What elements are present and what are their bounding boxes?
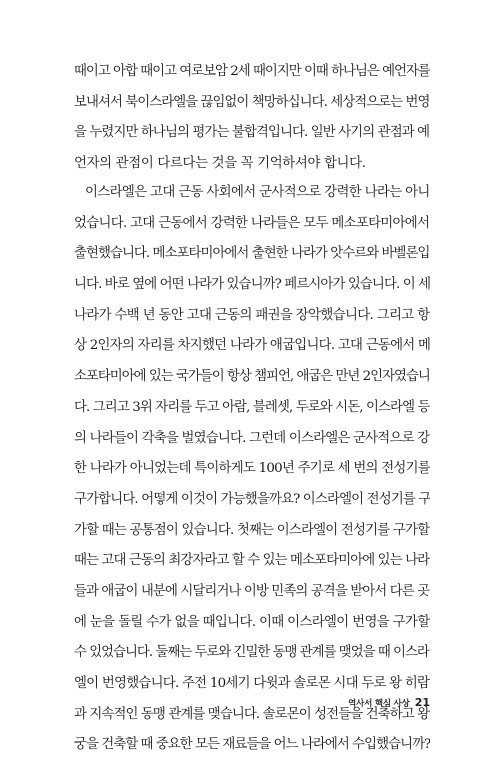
- text-line: 에 눈을 돌릴 수가 없을 때입니다. 이때 이스라엘이 번영을 구가할: [74, 614, 430, 630]
- paragraph-1: [74, 57, 430, 180]
- text-line: 한 나라가 아니었는데 특이하게도 100년 주기로 세 번의 전성기를: [74, 461, 430, 477]
- text-line: 출현했습니다. 메소포타미아에서 출현한 나라가 앗수르와 바벨론입: [74, 246, 430, 262]
- text-line: 소포타미아에 있는 국가들이 항상 챔피언, 애굽은 만년 2인자였습니: [74, 369, 430, 385]
- text-line: 언자의 관점이 다르다는 것을 꼭 기억하셔야 합니다.: [74, 156, 366, 172]
- text-line: 가할 때는 공통점이 있습니다. 첫째는 이스라엘이 전성기를 구가할: [74, 522, 430, 538]
- text-line: 었습니다. 고대 근동에서 강력한 나라들은 모두 메소포타미아에서: [74, 215, 430, 231]
- running-footer-title: 역사서 핵심 사상: [348, 699, 410, 709]
- text-line: 과 지속적인 동맹 관계를 맺습니다. 솔로몬이 성전들을 건축하고 왕: [74, 706, 430, 722]
- text-line: 니다. 바로 옆에 어떤 나라가 있습니까? 페르시아가 있습니다. 이 세: [74, 277, 430, 293]
- text-line: 때이고 아합 때이고 여로보암 2세 때이지만 이때 하나님은 예언자를: [74, 64, 430, 79]
- text-line: 다. 그리고 3위 자리를 두고 아람, 블레셋, 두로와 시돈, 이스라엘 등: [74, 399, 430, 415]
- text-line: 상 2인자의 자리를 차지했던 나라가 애굽입니다. 고대 근동에서 메: [74, 338, 430, 354]
- text-line: 때는 고대 근동의 최강자라고 할 수 있는 메소포타미아에 있는 나라: [74, 553, 430, 569]
- text-line: 궁을 건축할 때 중요한 모든 재료들을 어느 나라에서 수입했습니까?: [74, 737, 430, 753]
- paragraph-2: [74, 178, 430, 761]
- text-line: 나라가 수백 년 동안 고대 근동의 패권을 장악했습니다. 그리고 항: [74, 307, 430, 323]
- text-line: 구가합니다. 어떻게 이것이 가능했을까요? 이스라엘이 전성기를 구: [74, 491, 430, 507]
- text-line: 이스라엘은 고대 근동 사회에서 군사적으로 강력한 나라는 아니: [85, 185, 430, 200]
- page-number: 21: [414, 696, 430, 709]
- text-line: 들과 애굽이 내분에 시달리거나 이방 민족의 공격을 받아서 다른 곳: [74, 583, 430, 599]
- text-line: 엘이 번영했습니다. 주전 10세기 다윗과 솔로몬 시대 두로 왕 히람: [74, 676, 430, 691]
- text-line: 보내셔서 북이스라엘을 끊임없이 책망하십니다. 세상적으로는 번영: [74, 94, 430, 110]
- text-line: 수 있었습니다. 둘째는 두로와 긴밀한 동맹 관계를 맺었을 때 이스라: [74, 645, 429, 661]
- page-footer: [348, 696, 430, 709]
- text-line: 의 나라들이 각축을 벌였습니다. 그런데 이스라엘은 군사적으로 강: [74, 430, 430, 446]
- text-line: 을 누렸지만 하나님의 평가는 불합격입니다. 일반 사기의 관점과 예: [74, 125, 430, 141]
